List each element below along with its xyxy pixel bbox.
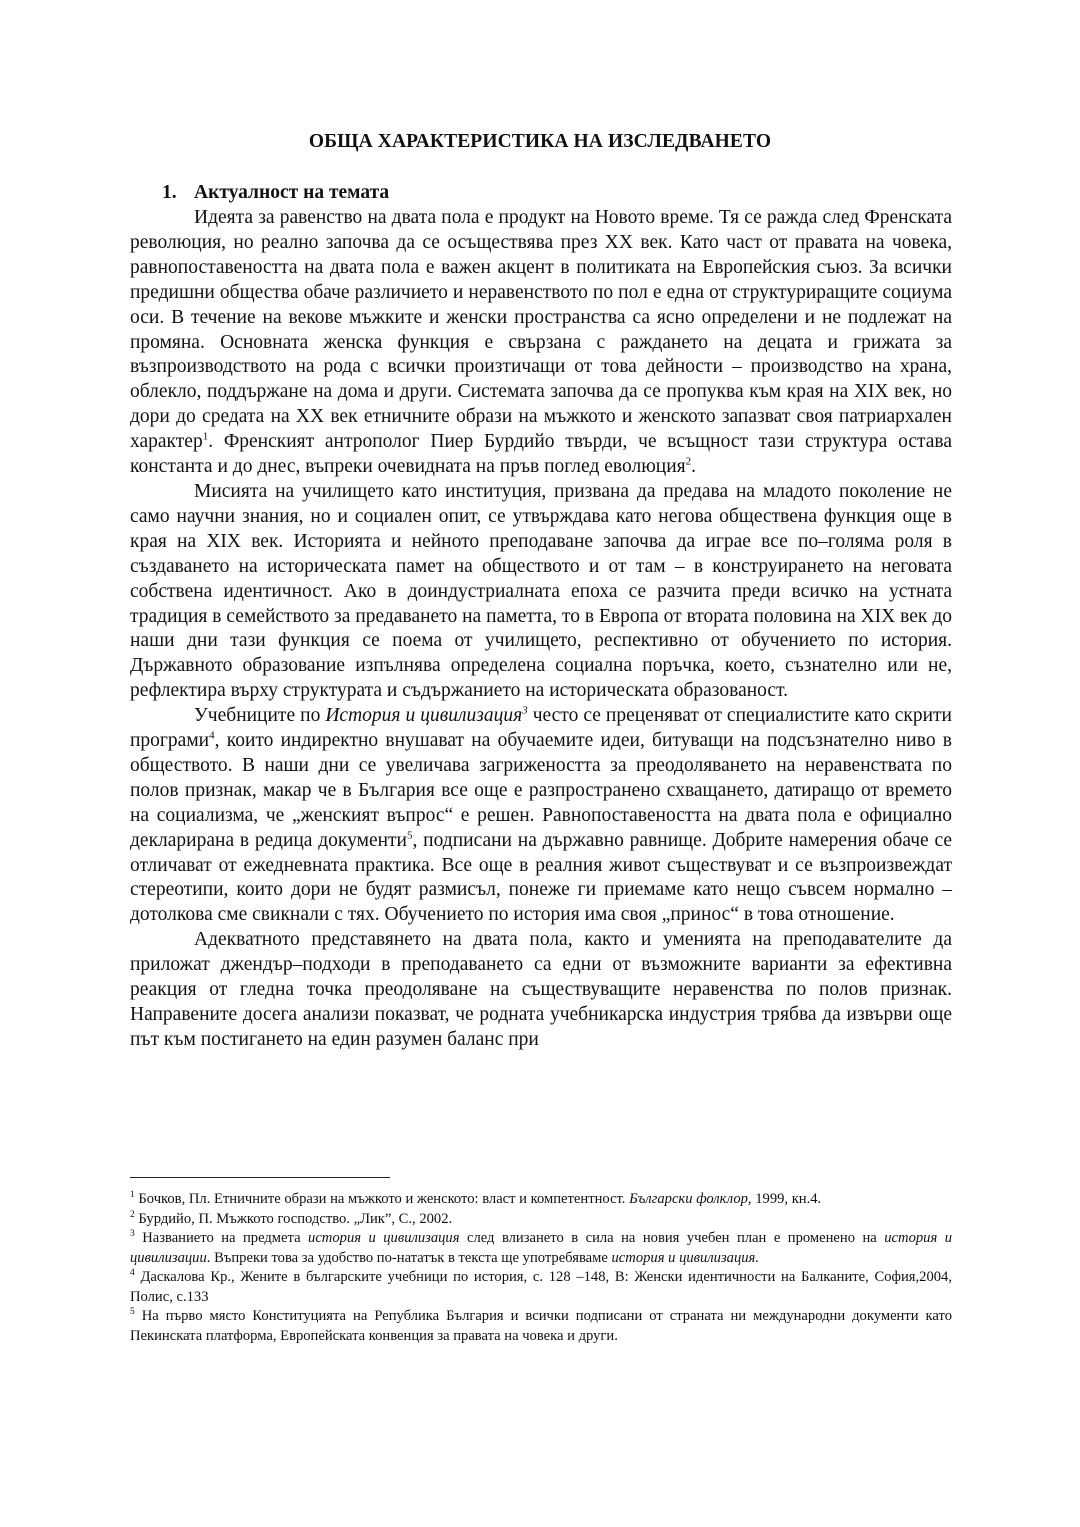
footnote-italic: история и цивилизация — [308, 1230, 460, 1246]
footnote-number: 4 — [130, 1268, 135, 1279]
footnote-text: , 1999, кн.4. — [747, 1191, 822, 1207]
footnote-ref-number: 3 — [522, 704, 528, 717]
paragraph-text: Идеята за равенство на двата пола е продукт на Новото време. Тя се ражда след Френската революция, но реално започва да се осъществява през XX век. Като част от правата на човека, равнопоставеността на двата пола е важен акцент в политиката на Европейския съюз. За всички предишни общества обаче различието и неравенството по пол е една от структуриращите социума оси. В течение на векове мъжките и женски пространства са ясно определени и не подлежат на промяна. Основната женска функция е свързана с раждането на децата и грижата за възпроизводството на рода с всички произтичащи от това дейности – производство на храна, облекло, поддържане на дома и други. Системата започва да се пропуква към края на XIX век, но дори до средата на XX век етничните образи на мъжкото и женското запазват своя патриархален характер — [130, 207, 952, 453]
footnote-ref-4: 4 — [209, 729, 215, 742]
footnote-3 — [130, 1229, 952, 1268]
paragraph-1 — [130, 206, 952, 480]
paragraph-3 — [130, 704, 952, 928]
paragraph-2: Мисията на училището като институция, призвана да предава на младото поколение не само научни знания, но и социален опит, се утвърждава като негова обществена функция още в края на XIX век. Историята и нейното преподаване започва да играе все по–голяма роля в създаването на историческата памет на обществото и от там – в конструирането на неговата собствена идентичност. Ако в доиндустриалната епоха се разчита преди всичко на устната традиция в семейството за предаването на паметта, то в Европа от втората половина на XIX век до наши дни тази функция се поема от училището, респективно от обучението по история. Държавното образование изпълнява определена социална поръчка, което, съзнателно или не, рефлектира върху структурата и съдържанието на историческата образованост. — [130, 480, 952, 702]
footnote-text: след влизането в сила на новия учебен план е променено на — [459, 1230, 885, 1246]
footnote-italic: история и цивилизации — [130, 1230, 953, 1266]
footnote-4 — [130, 1268, 952, 1307]
footnote-separator — [130, 1177, 390, 1178]
paragraph-text: , подписани на държавно равнище. Добрите намерения обаче се отличават от ежедневната практика. Все още в реалния живот съществуват и се възпроизвеждат стереотипи, които дори не будят размисъл, понеже ги приемаме като нещо съвсем нормално – дотолкова сме свикнали с тях. Обучението по история има своя „принос“ в това отношение. — [130, 829, 953, 926]
section-heading — [162, 182, 389, 204]
paragraph-text: . Френският антрополог Пиер Бурдийо твърди, че всъщност тази структура остава константа и до днес, въпреки очевидната на пръв поглед еволюция — [130, 431, 952, 478]
paragraph-text: , които индиректно внушават на обучаемите идеи, битуващи на подсъзнателно ниво в обществото. В наши дни се увеличава загрижеността за преодоляването на неравенствата по полов признак, макар че в България все още е разпространено схващането, датиращо от времето на социализма, че „женският въпрос“ е решен. Равнопоставеността на двата пола е официално декларирана в редица документи — [130, 730, 952, 851]
footnote-text: Бочков, Пл. Етничните образи на мъжкото и женското: власт и компетентност. — [134, 1191, 630, 1207]
paragraph-4: Адекватното представянето на двата пола, както и уменията на преподавателите да приложат джендър–подходи в преподаването са едни от възможните варианти за ефективна реакция от гледна точка преодоляване на съществуващите неравенства по полов признак. Направените досега анализи показват, че родната учебникарска индустрия трябва да извърви още път към постигането на един разумен баланс при — [130, 929, 952, 1050]
footnote-text: Даскалова Кр., Жените в българските учебници по история, с. 128 –148, В: Женски идентичности на Балканите, София,2004, Полис, с.133 — [130, 1269, 952, 1305]
footnote-text: . Въпреки това за удобство по-нататък в текста ще употребяваме — [206, 1249, 612, 1266]
italic-term: История и цивилизация — [325, 705, 523, 727]
paragraph-text: . — [691, 456, 696, 478]
footnote-text: Бурдийо, П. Мъжкото господство. „Лик”, С., 2002. — [134, 1210, 453, 1227]
footnote-number: 5 — [130, 1307, 135, 1318]
paragraph-text: Учебниците по — [194, 705, 326, 727]
footnotes — [130, 1190, 952, 1346]
footnote-1 — [130, 1190, 952, 1210]
page-title: ОБЩА ХАРАКТЕРИСТИКА НА ИЗСЛЕДВАНЕТО — [308, 131, 772, 152]
footnote-text: Названието на предмета — [134, 1230, 309, 1246]
footnote-ref-2: 2 — [685, 455, 692, 468]
body-text — [130, 206, 952, 1053]
section-number: 1. — [162, 182, 177, 203]
footnote-ref-1: 1 — [202, 430, 209, 443]
footnote-ref-5: 5 — [407, 829, 413, 842]
paragraph-text: често се преценяват от специалистите като скрити програми — [130, 705, 952, 752]
footnote-2 — [130, 1210, 952, 1230]
footnote-italic: история и цивилизация. — [611, 1249, 759, 1266]
footnote-number: 3 — [130, 1229, 135, 1240]
footnote-number: 1 — [130, 1190, 135, 1201]
section-heading-text: Актуалност на темата — [194, 182, 390, 203]
footnote-italic: Български фолклор — [629, 1191, 748, 1207]
footnote-text: На първо място Конституцията на Република България и всички подписани от страната ни международни документи като Пекинската платформа, Европейската конвенция за правата на човека и други. — [130, 1308, 952, 1344]
footnote-number: 2 — [130, 1209, 135, 1220]
footnote-5 — [130, 1307, 952, 1346]
